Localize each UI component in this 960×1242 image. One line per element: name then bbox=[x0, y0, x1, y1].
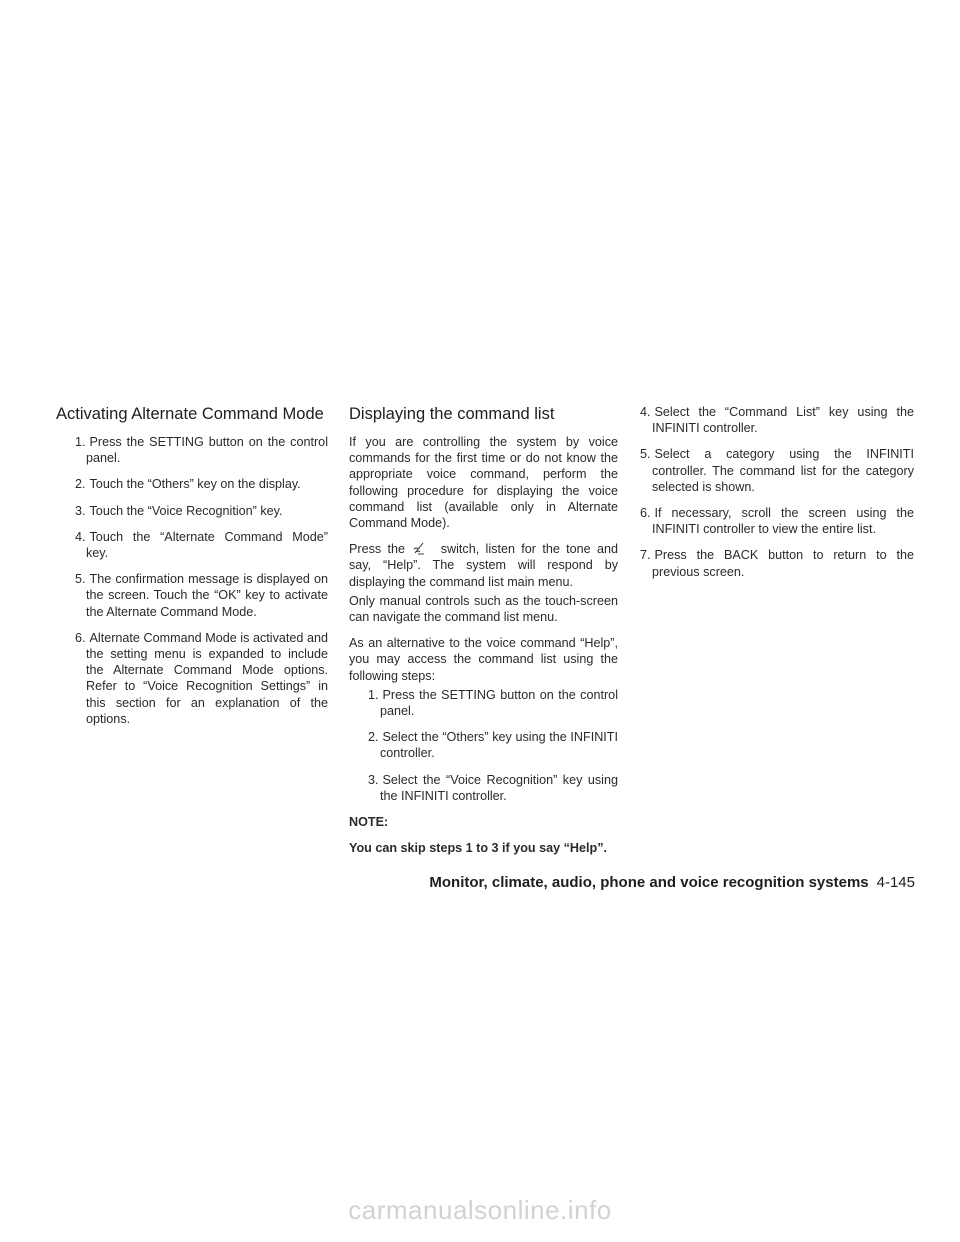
footer-section-title: Monitor, climate, audio, phone and voice recognition systems bbox=[429, 874, 869, 891]
list-item: 6. Alternate Command Mode is activated and the setting menu is expanded to include the Alternate Command Mode options. Refer to “Voice Recognition Settings” in this section for an explanation of the options. bbox=[75, 630, 328, 726]
manual-controls-paragraph: Only manual controls such as the touch-screen can navigate the command list menu. bbox=[349, 593, 618, 625]
list-item: 6. If necessary, scroll the screen using the INFINITI controller to view the entire list. bbox=[640, 506, 914, 537]
list-item: 5. Select a category using the INFINITI controller. The command list for the category selected is shown. bbox=[640, 447, 914, 494]
page-number: 4-145 bbox=[876, 874, 915, 891]
note-text: You can skip steps 1 to 3 if you say “Help”. bbox=[349, 841, 608, 856]
column-left bbox=[56, 404, 328, 737]
alternative-paragraph: As an alternative to the voice command “Help”, you may access the command list using the following steps: bbox=[349, 636, 618, 683]
intro-paragraph: If you are controlling the system by voice commands for the first time or do not know the appropriate voice command, perform the following procedure for displaying the voice command list (available only in Alternate Command Mode). bbox=[349, 435, 618, 531]
press-switch-paragraph: Press the switch, listen for the tone and say, “Help”. The system will respond by displaying the command list main menu. bbox=[349, 542, 619, 589]
column-right bbox=[640, 404, 914, 590]
microphone-talk-icon bbox=[412, 541, 426, 555]
list-item: 4. Select the “Command List” key using the INFINITI controller. bbox=[640, 405, 914, 436]
column-middle bbox=[349, 404, 618, 866]
section-title-command-list: Displaying the command list bbox=[349, 405, 555, 423]
list-item: 2. Select the “Others” key using the INFINITI controller. bbox=[368, 730, 618, 761]
list-item: 7. Press the BACK button to return to the previous screen. bbox=[640, 548, 914, 579]
list-item: 5. The confirmation message is displayed on the screen. Touch the “OK” key to activate the Alternate Command Mode. bbox=[75, 572, 328, 619]
section-title-alternate-command-mode: Activating Alternate Command Mode bbox=[56, 405, 324, 423]
list-item: 1. Press the SETTING button on the control panel. bbox=[75, 435, 328, 466]
list-item: 3. Select the “Voice Recognition” key using the INFINITI controller. bbox=[368, 772, 618, 803]
list-item: 2. Touch the “Others” key on the display. bbox=[75, 477, 301, 492]
note-label: NOTE: bbox=[349, 815, 389, 830]
list-item: 3. Touch the “Voice Recognition” key. bbox=[75, 503, 283, 518]
command-list-steps-continued bbox=[640, 404, 914, 580]
alternate-mode-steps bbox=[56, 434, 328, 727]
command-list-steps bbox=[349, 687, 618, 804]
list-item: 4. Touch the “Alternate Command Mode” key. bbox=[75, 529, 328, 561]
watermark: carmanualsonline.info bbox=[348, 1195, 612, 1225]
page-footer bbox=[400, 874, 915, 892]
list-item: 1. Press the SETTING button on the control panel. bbox=[368, 687, 618, 719]
